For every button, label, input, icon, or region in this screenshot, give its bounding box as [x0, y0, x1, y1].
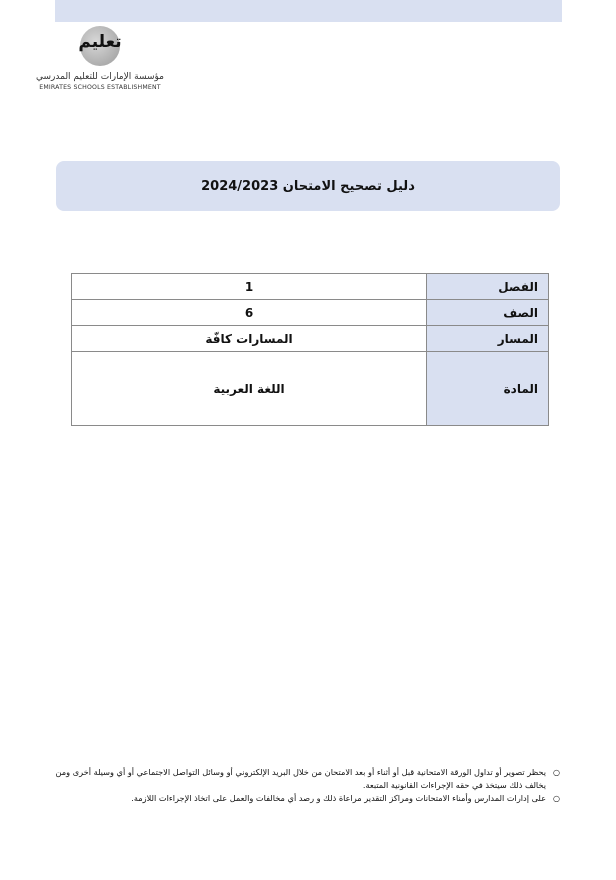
- value-subject: اللغة العربية: [72, 352, 427, 426]
- logo-arabic-name: مؤسسة الإمارات للتعليم المدرسي: [36, 72, 164, 82]
- table-row: [72, 274, 549, 300]
- logo: [28, 26, 178, 98]
- bullet-icon: ○: [553, 768, 560, 777]
- note-item: [40, 766, 562, 792]
- value-grade: 6: [72, 300, 427, 326]
- table-row: [72, 300, 549, 326]
- note-text: يحظر تصوير أو تداول الورقة الامتحانية قبل أو أثناء أو بعد الامتحان من خلال البريد الإلكتروني أو وسائل التواصل الاجتماعي أو أي وسيلة أخرى ومن يخالف ذلك سيتخذ في حقه الإجراءات القانونية المتبعة.: [55, 767, 546, 790]
- page-title: دليل تصحيح الامتحان 2024/2023: [201, 178, 415, 194]
- value-track: المسارات كافّة: [72, 326, 427, 352]
- table-row: [72, 326, 549, 352]
- label-track: المسار: [427, 326, 549, 352]
- logo-english-name: EMIRATES SCHOOLS ESTABLISHMENT: [39, 84, 161, 91]
- table-row: [72, 352, 549, 426]
- info-table: [71, 273, 549, 426]
- notes: [40, 766, 562, 805]
- label-subject: المادة: [427, 352, 549, 426]
- label-semester: الفصل: [427, 274, 549, 300]
- note-item: [40, 792, 562, 805]
- bullet-icon: ○: [553, 794, 560, 803]
- top-band: [55, 0, 562, 22]
- note-text: على إدارات المدارس وأمناء الامتحانات ومراكز التقدير مراعاة ذلك و رصد أي مخالفات والعمل على اتخاذ الإجراءات اللازمة.: [131, 793, 546, 803]
- label-grade: الصف: [427, 300, 549, 326]
- logo-mark: تعليم: [78, 32, 122, 52]
- title-box: [56, 161, 560, 211]
- value-semester: 1: [72, 274, 427, 300]
